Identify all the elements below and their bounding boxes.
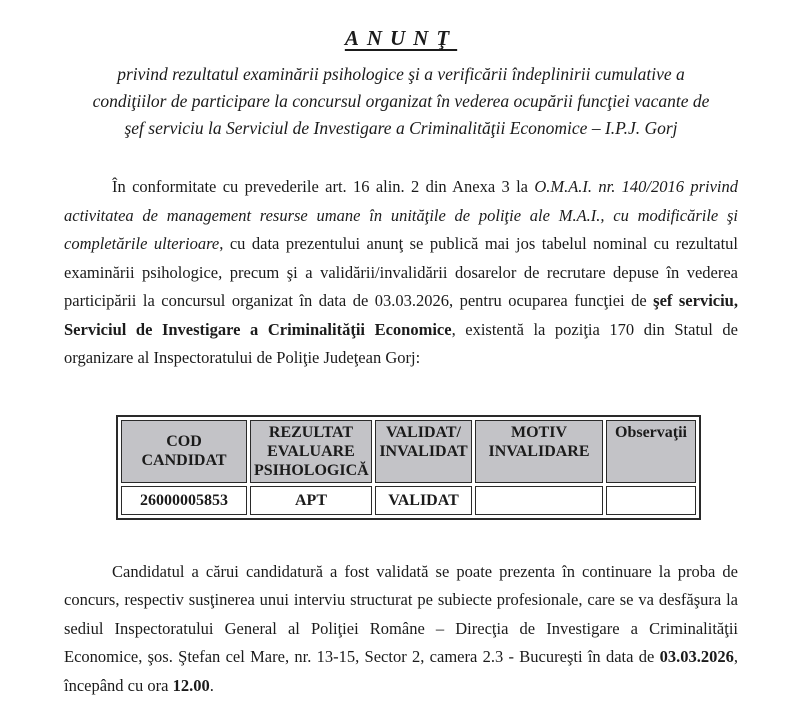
text-segment: 03.03.2026: [659, 647, 734, 666]
table-cell: [475, 486, 603, 515]
results-table: [116, 415, 701, 520]
table-header-cell: Observaţii: [606, 420, 696, 483]
paragraph-outro: [64, 558, 738, 701]
text-segment: Candidatul a cărui candidatură a fost validată se poate prezenta în continuare la proba de concurs, respectiv susţinerea unui interviu structurat pe subiecte profesionale, care se va desfăşura la sediul Inspectoratului General al Poliţiei Române – Direcţia de Investigare a Criminalităţii Economice, şos. Ştefan cel Mare, nr. 13-15, Sector 2, camera 2.3 - Bucureşti în data de: [64, 561, 738, 666]
text-segment: O.M.A.I. nr. 140/2016 privind activitatea de management resurse umane în unităţile de poliţie ale M.A.I., cu modificările şi completările ulterioare: [64, 177, 738, 253]
text-segment: , cu data prezentului anunţ se publică mai jos tabelul nominal cu rezultatul examinării psihologice, precum şi a validării/invalidării dosarelor de recrutare depuse în vederea participării la concursul organizat în data de 03.03.2026, pentru ocuparea funcţiei de: [64, 234, 739, 310]
table-cell: APT: [250, 486, 372, 515]
page-title: ANUNŢ: [344, 26, 458, 50]
document-subtitle: privind rezultatul examinării psihologice şi a verificării îndeplinirii cumulative a condiţiilor de participare la concursul organizat în vederea ocupării funcţiei vacante de şef serviciu la Serviciul de Investigare a Criminalităţii Economice – I.P.J. Gorj: [92, 64, 710, 138]
text-segment: şef serviciu, Serviciul de Investigare a Criminalităţii Economice: [64, 291, 738, 339]
text-segment: 12.00: [172, 675, 210, 695]
table-header-cell: MOTIV INVALIDARE: [475, 420, 603, 483]
table-header-cell: VALIDAT/ INVALIDAT: [375, 420, 472, 483]
paragraph-intro: [64, 173, 738, 373]
text-segment: , existentă la poziţia 170 din Statul de organizare al Inspectoratului de Poliţie Judeţean Gorj:: [64, 319, 738, 367]
table-header-row: [121, 420, 696, 483]
table-header-cell: COD CANDIDAT: [121, 420, 247, 483]
table-cell: VALIDAT: [375, 486, 472, 515]
text-segment: În conformitate cu prevederile art. 16 alin. 2 din Anexa 3 la: [112, 177, 535, 196]
table-header-cell: REZULTAT EVALUARE PSIHOLOGICĂ: [250, 420, 372, 483]
text-segment: .: [209, 675, 214, 695]
table-cell: [606, 486, 696, 515]
text-segment: , începând cu ora: [64, 647, 738, 695]
table-row: [121, 486, 696, 515]
table-cell: 26000005853: [121, 486, 247, 515]
